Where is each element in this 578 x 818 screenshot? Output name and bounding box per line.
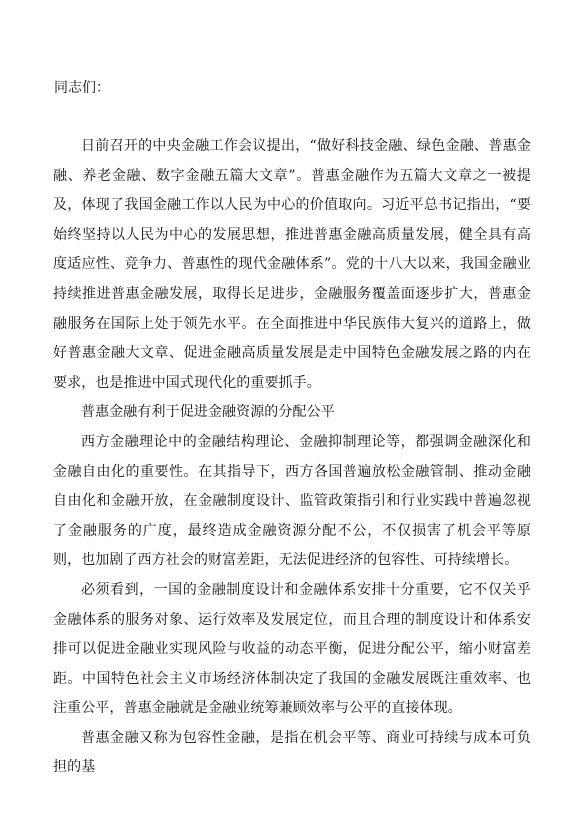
salutation: 同志们： <box>54 80 110 96</box>
paragraph-definition: 普惠金融又称为包容性金融，是指在机会平等、商业可持续与成本可负担的基 <box>53 729 531 776</box>
paragraph-institutional-design: 必须看到，一国的金融制度设计和金融体系安排十分重要，它不仅关乎金融体系的服务对象、运行效率及发展定位，而且合理的制度设计和体系安排可以促进金融业实现风险与收益的动态平衡，促进分配公平，缩小财富差距。中国特色社会主义市场经济体制决定了我国的金融发展既注重效率、也注重公平，普惠金融就是金融业统筹兼顾效率与公平的直接体现。 <box>53 581 531 717</box>
paragraph-western-theory: 西方金融理论中的金融结构理论、金融抑制理论等，都强调金融深化和金融自由化的重要性。在其指导下，西方各国普遍放松金融管制、推动金融自由化和金融开放，在金融制度设计、监管政策指引和行业实践中普遍忽视了金融服务的广度，最终造成金融资源分配不公，不仅损害了机会平等原则，也加剧了西方社会的财富差距，无法促进经济的包容性、可持续增长。 <box>53 433 531 569</box>
document-body <box>53 132 531 783</box>
paragraph-intro: 日前召开的中央金融工作会议提出，“做好科技金融、绿色金融、普惠金融、养老金融、数字金融五篇大文章”。普惠金融作为五篇大文章之一被提及，体现了我国金融工作以人民为中心的价值取向。习近平总书记指出，“要始终坚持以人民为中心的发展思想，推进普惠金融高质量发展，健全具有高度适应性、竞争力、普惠性的现代金融体系”。党的十八大以来，我国金融业持续推进普惠金融发展，取得长足进步，金融服务覆盖面逐步扩大，普惠金融服务在国际上处于领先水平。在全面推进中华民族伟大复兴的道路上，做好普惠金融大文章、促进金融高质量发展是走中国特色金融发展之路的内在要求，也是推进中国式现代化的重要抓手。 <box>53 138 531 391</box>
section-heading: 普惠金融有利于促进金融资源的分配公平 <box>81 404 335 421</box>
